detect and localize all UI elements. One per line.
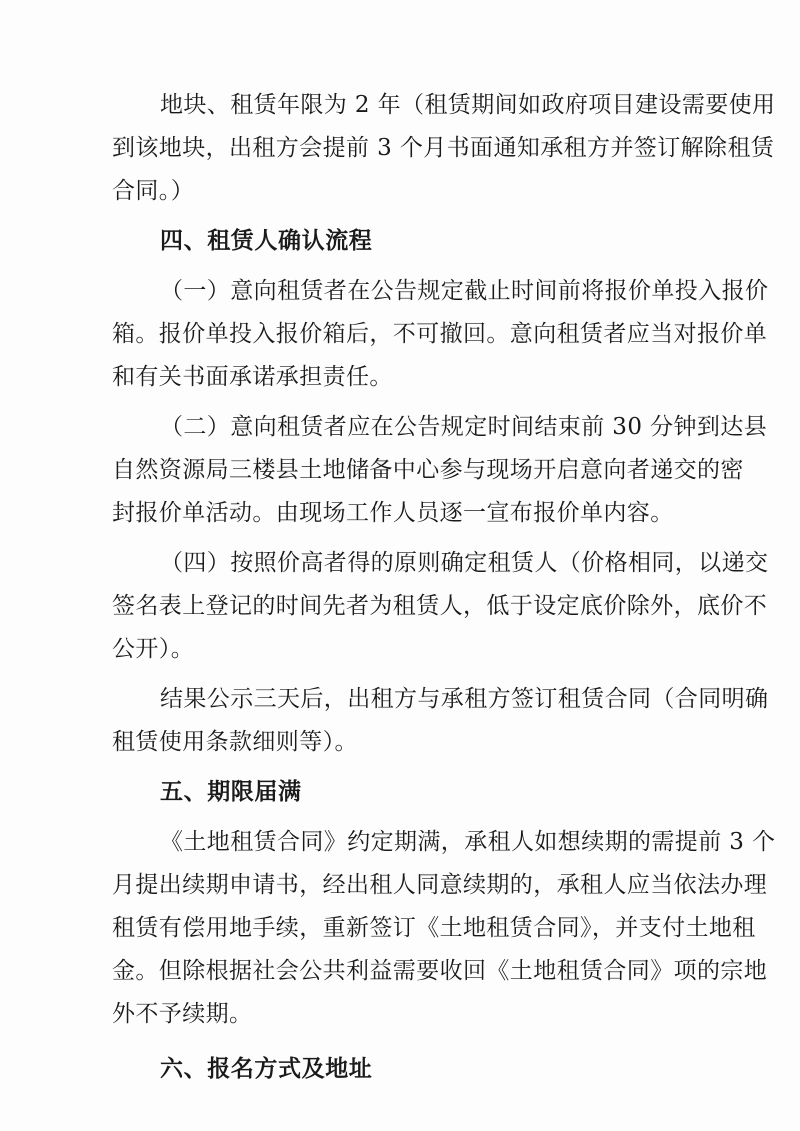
paragraph-line: 到该地块，出租方会提前 3 个月书面通知承租方并签订解除租赁 xyxy=(112,135,775,161)
paragraph-line: 签名表上登记的时间先者为租赁人，低于设定底价除外，底价不 xyxy=(112,593,768,619)
paragraph-line: 合同。） xyxy=(112,178,195,204)
paragraph-line: 公开）。 xyxy=(112,636,195,662)
section-heading: 五、期限届满 xyxy=(160,779,302,805)
paragraph-line: 自然资源局三楼县土地储备中心参与现场开启意向者递交的密 xyxy=(112,457,744,483)
paragraph-line: 租赁有偿用地手续，重新签订《土地租赁合同》，并支付土地租 xyxy=(112,915,756,941)
paragraph-line: 金。但除根据社会公共利益需要收回《土地租赁合同》项的宗地 xyxy=(112,958,768,984)
paragraph-line: （四）按照价高者得的原则确定租赁人（价格相同，以递交 xyxy=(160,550,769,576)
paragraph-line: （二）意向租赁者应在公告规定时间结束前 30 分钟到达县 xyxy=(160,414,768,440)
paragraph-line: 封报价单活动。由现场工作人员逐一宣布报价单内容。 xyxy=(112,500,674,526)
section-heading: 四、租赁人确认流程 xyxy=(160,228,373,254)
paragraph-line: 租赁使用条款细则等）。 xyxy=(112,729,358,755)
paragraph-line: 《土地租赁合同》约定期满，承租人如想续期的需提前 3 个 xyxy=(160,829,776,855)
paragraph-line: 外不予续期。 xyxy=(112,1001,253,1027)
paragraph-line: （一）意向租赁者在公告规定截止时间前将报价单投入报价 xyxy=(160,278,769,304)
paragraph-line: 结果公示三天后，出租方与承租方签订租赁合同（合同明确 xyxy=(160,686,769,712)
paragraph-line: 和有关书面承诺承担责任。 xyxy=(112,364,393,390)
paragraph-line: 月提出续期申请书，经出租人同意续期的，承租人应当依法办理 xyxy=(112,872,768,898)
paragraph-line: 地块、租赁年限为 2 年（租赁期间如政府项目建设需要使用 xyxy=(160,92,776,118)
paragraph-line: 箱。报价单投入报价箱后，不可撤回。意向租赁者应当对报价单 xyxy=(112,321,768,347)
section-heading: 六、报名方式及地址 xyxy=(160,1056,373,1082)
